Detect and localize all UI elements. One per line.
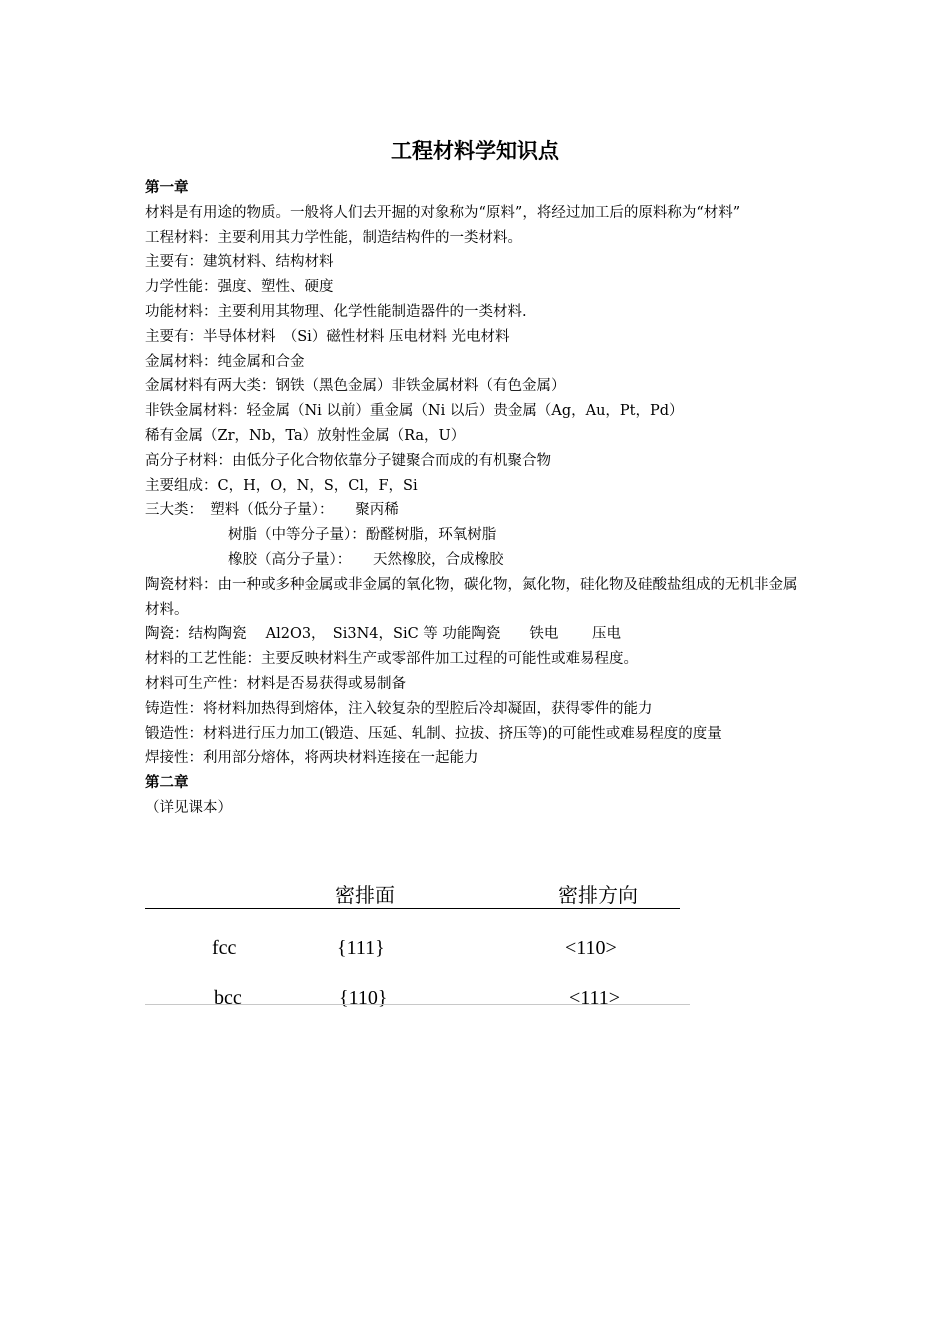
paragraph-line: 材料的工艺性能：主要反映材料生产或零部件加工过程的可能性或难易程度。 <box>145 651 638 668</box>
paragraph-line: 力学性能：强度、塑性、硬度 <box>145 279 334 296</box>
paragraph-line: 材料可生产性：材料是否易获得或易制备 <box>145 675 406 692</box>
table-cell-direction: <110> <box>565 937 617 959</box>
table-header-plane: 密排面 <box>335 885 395 907</box>
paragraph-line: 金属材料：纯金属和合金 <box>145 353 305 370</box>
paragraph-line: 焊接性：利用部分熔体，将两块材料连接在一起能力 <box>145 750 479 767</box>
table-cell-direction: <111> <box>569 987 621 1009</box>
paragraph-line: 三大类： 塑料（低分子量）： 聚丙稀 <box>145 502 399 519</box>
paragraph-line: 主要有：半导体材料 （Si）磁性材料 压电材料 光电材料 <box>145 328 510 345</box>
paragraph-line: （详见课本） <box>145 799 232 816</box>
table-rule-top <box>145 908 680 909</box>
chapter-heading: 第一章 <box>145 180 189 196</box>
table-rule-bottom <box>145 1004 690 1005</box>
close-packed-table <box>145 880 690 1010</box>
paragraph-line: 主要有：建筑材料、结构材料 <box>145 254 334 271</box>
paragraph-line: 功能材料：主要利用其物理、化学性能制造器件的一类材料. <box>145 303 527 320</box>
paragraph-line: 主要组成：C，H，O，N，S，Cl，F，Si <box>145 477 418 494</box>
document-body <box>145 176 807 821</box>
chapter-heading: 第二章 <box>145 775 189 792</box>
paragraph-line: 陶瓷材料：由一种或多种金属或非金属的氧化物，碳化物，氮化物，硅化物及硅酸盐组成的无机非金属材料。 <box>145 576 798 618</box>
document-title: 工程材料学知识点 <box>391 139 559 163</box>
paragraph-line: 高分子材料：由低分子化合物依靠分子键聚合而成的有机聚合物 <box>145 452 551 469</box>
table-cell-plane: {110} <box>339 987 388 1009</box>
paragraph-line: 陶瓷：结构陶瓷 Al2O3， Si3N4，SiC 等 功能陶瓷 铁电 压电 <box>145 626 622 643</box>
paragraph-line: 锻造性：材料进行压力加工(锻造、压延、轧制、拉拔、挤压等)的可能性或难易程度的度量 <box>145 725 722 742</box>
paragraph-line: 金属材料有两大类：钢铁（黑色金属）非铁金属材料（有色金属） <box>145 378 566 395</box>
paragraph-line-indented: 树脂（中等分子量）：酚醛树脂，环氧树脂 <box>228 527 497 544</box>
paragraph-line: 稀有金属（Zr，Nb，Ta）放射性金属（Ra，U） <box>145 427 466 444</box>
paragraph-line: 非铁金属材料：轻金属（Ni 以前）重金属（Ni 以后）贵金属（Ag，Au，Pt，Pd） <box>145 403 684 420</box>
paragraph-line: 工程材料：主要利用其力学性能，制造结构件的一类材料。 <box>145 229 522 246</box>
table-cell-plane: {111} <box>337 937 385 959</box>
table-cell-lattice: fcc <box>212 937 237 959</box>
table-cell-lattice: bcc <box>214 987 242 1009</box>
paragraph-line: 材料是有用途的物质。一般将人们去开掘的对象称为“原料”，将经过加工后的原料称为“材料” <box>145 204 741 221</box>
paragraph-line: 铸造性：将材料加热得到熔体，注入较复杂的型腔后冷却凝固，获得零件的能力 <box>145 700 653 717</box>
table-header-direction: 密排方向 <box>558 885 638 907</box>
paragraph-line-indented: 橡胶（高分子量）： 天然橡胶，合成橡胶 <box>228 551 504 568</box>
